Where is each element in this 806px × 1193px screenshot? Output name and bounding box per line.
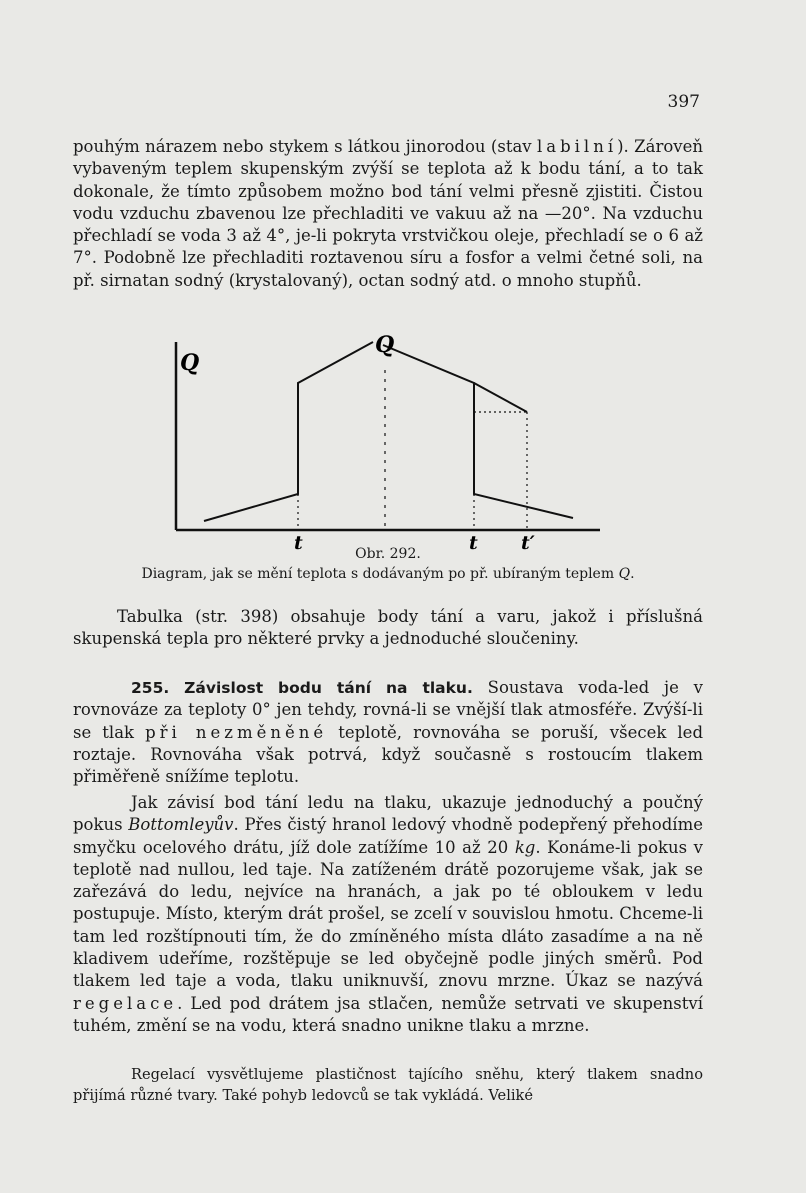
text-run: Soustava voda-led je v rovnováze za teploty 0° jen tehdy, rovná-li se vnější tlak atmosféře. Zvýší-li se tlak: [73, 678, 703, 742]
figure-number: Obr. 292.: [355, 546, 421, 562]
cooling-curve: [383, 345, 573, 518]
caption-q: Q: [618, 566, 631, 582]
temperature-heat-diagram: [170, 325, 610, 550]
heating-curve: [204, 342, 373, 521]
emphasis-labilni: labilní: [536, 137, 618, 156]
label-t1: t: [294, 532, 303, 550]
section-heading: 255. Závislost bodu tání na tlaku.: [131, 679, 473, 697]
figure-caption: [73, 566, 703, 582]
label-t2: t: [469, 532, 478, 550]
text-run: ). Zároveň vybaveným teplem skupenským zvýší se teplota až k bodu tání, a to tak dokonale, že tímto způsobem možno bod tání velmi přesně zjistiti. Čistou vodu vzduchu zbavenou lze přechladiti ve vakuu až na —20°. Na vzduchu přechladí se voda 3 až 4°, je-li pokryta vrstvičkou oleje, přechladí se o 6 až 7°. Podobně lze přechladiti roztavenou síru a fosfor a velmi četné soli, na př. sirnatan sodný (krystalovaný), octan sodný atd. o mnoho stupňů.: [73, 137, 703, 290]
text-run: teplotě, rovnováha se poruší, všecek led roztaje. Rovnováha však potrvá, když současně s rostoucím tlakem přiměřeně snížíme teplotu.: [73, 722, 704, 787]
label-t3: t′: [521, 532, 535, 550]
section-255: [73, 677, 703, 788]
text-run: . Přes čistý hranol ledový vhodně podepřený přehodíme smyčku ocelového drátu, jíž dole zatížíme 10 až 20: [73, 815, 703, 857]
unit-kg: kg: [514, 837, 536, 857]
label-q-mid: Q: [375, 332, 395, 358]
paragraph-regelation-small: Regelací vysvětlujeme plastičnost tajícího sněhu, který tlakem snadno přijímá různé tvary. Také pohyb ledovců se tak vykládá. Veliké: [73, 1066, 703, 1104]
page-number: 397: [667, 92, 700, 112]
caption-run: .: [630, 566, 635, 582]
paragraph-bottomley: [73, 792, 703, 1037]
text-run: pouhým nárazem nebo stykem s látkou jinorodou (stav: [73, 137, 537, 156]
caption-run: Diagram, jak se mění teplota s dodávaným po př. ubíraným teplem: [141, 566, 619, 582]
emphasis-regelace: regelace: [73, 993, 178, 1013]
emphasis-unchanged: při nezměněné: [145, 722, 328, 742]
paragraph-table-reference: Tabulka (str. 398) obsahuje body tání a varu, jakož i příslušná skupenská tepla pro některé prvky a jednoduché sloučeniny.: [73, 607, 703, 649]
label-q-left: Q: [180, 350, 200, 376]
name-bottomley: Bottomleyův: [128, 815, 234, 835]
text-run: Jak závisí bod tání ledu na tlaku, ukazuje jednoduchý a poučný pokus: [73, 793, 703, 835]
text-run: . Led pod drátem jsa stlačen, nemůže setrvati ve skupenství tuhém, změní se na vodu, která snadno unikne tlaku a mrzne.: [73, 993, 703, 1035]
paragraph-supercooling: [73, 136, 703, 292]
figure-diagram: [170, 325, 610, 554]
supercooled-branch: [474, 383, 527, 412]
text-run: . Konáme-li pokus v teplotě nad nullou, led taje. Na zatíženém drátě pozorujeme však, jak se zařezává do ledu, nejvíce na hranách, a jak po té obloukem v ledu postupuje. Místo, kterým drát prošel, se zcelí v souvislou hmotu. Chceme-li tam led rozštípnouti tím, že do zmíněného místa dláto zasadíme a na ně kladivem udeříme, rozštěpuje se led obyčejně podle jiných směrů. Pod tlakem led taje a voda, tlaku uniknuvší, znovu mrzne. Úkaz se nazývá: [73, 837, 703, 991]
